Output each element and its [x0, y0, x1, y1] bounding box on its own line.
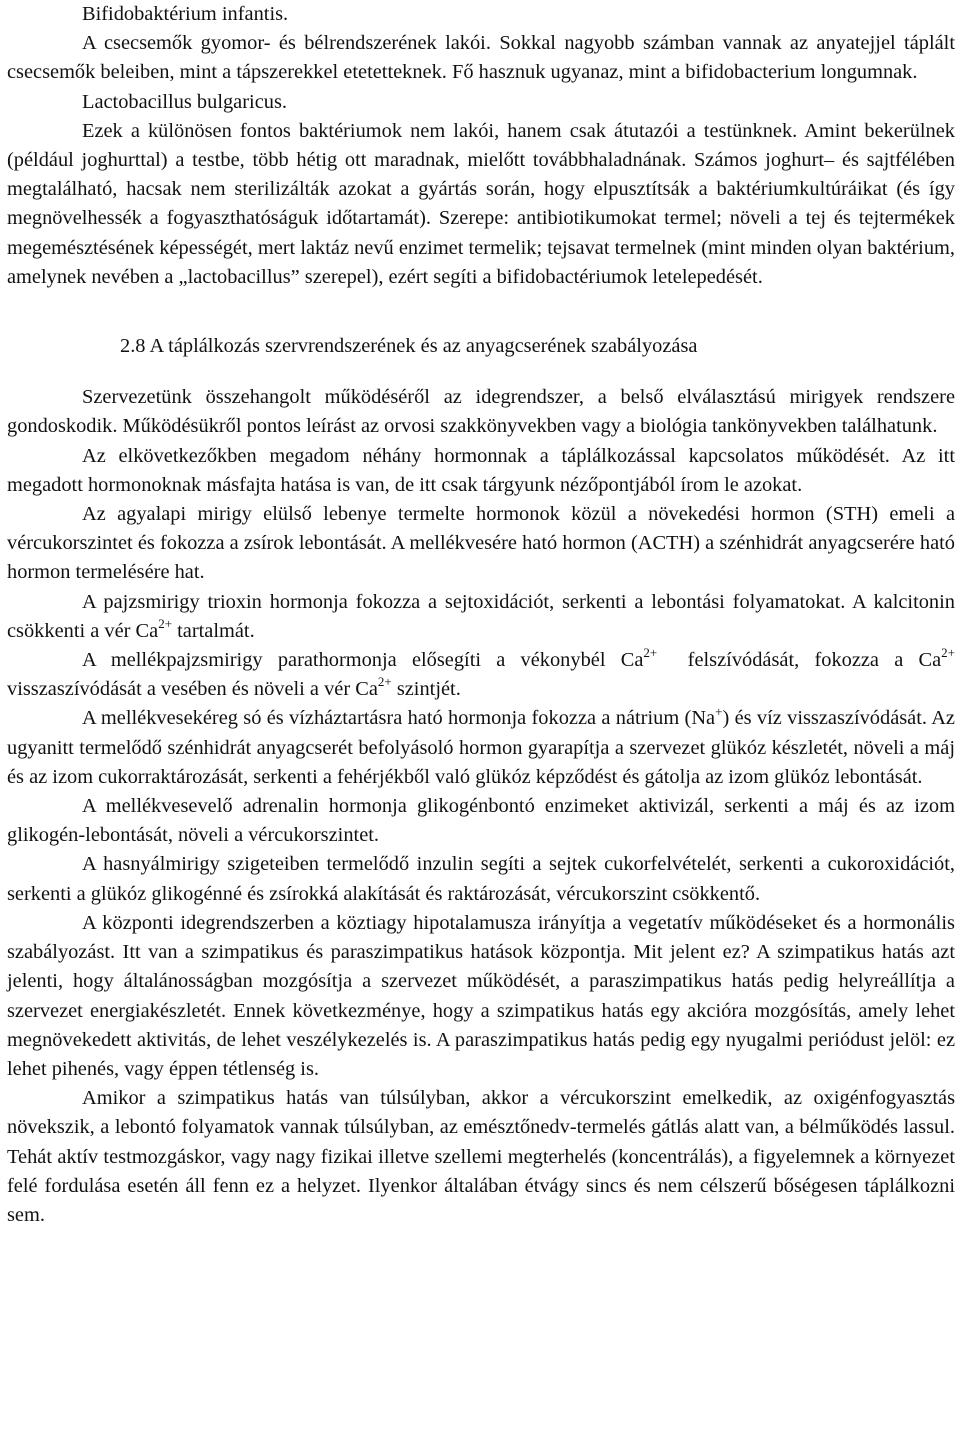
- paragraph-pancreas: A hasnyálmirigy szigeteiben termelődő inzulin segíti a sejtek cukorfelvételét, serkenti a cukoroxidációt, serkenti a glükóz glikogénné és zsírokká alakítását és raktározását, vércukorszint csökkentő.: [7, 853, 955, 905]
- superscript-charge: +: [715, 703, 723, 719]
- paragraph-hormones-intro: Az elkövetkezőkben megadom néhány hormonnak a táplálkozással kapcsolatos működését. Az itt megadott hormonoknak másfajta hatása is van, de itt csak tárgyunk nézőpontjából írom le azokat.: [7, 444, 955, 496]
- thyroid-text-1: A pajzsmirigy trioxin hormonja fokozza a sejtoxidációt, serkenti a lebontási folyamatokat. A kalcitonin csökkenti a vér Ca: [7, 590, 955, 642]
- adrenal-cortex-text-1: A mellékvesekéreg só és vízháztartásra ható hormonja fokozza a nátrium (Na: [82, 707, 716, 730]
- superscript-charge: 2+: [941, 645, 955, 661]
- paragraph-adrenal-cortex: [7, 704, 955, 792]
- parathyroid-text-2: felszívódását, fokozza a Ca: [657, 649, 942, 672]
- document-page: [7, 0, 955, 1230]
- paragraph-pituitary: Az agyalapi mirigy elülső lebenye termelte hormonok közül a növekedési hormon (STH) emeli a vércukorszintet és fokozza a zsírok lebontását. A mellékvesére ható hormon (ACTH) a szénhidrát anyagcserére ható hormon termelésére hat.: [7, 503, 955, 584]
- paragraph-thyroid: [7, 588, 955, 646]
- paragraph-bifidobacterium-infantis-heading: Bifidobaktérium infantis.: [82, 3, 289, 25]
- paragraph-regulation-intro: Szervezetünk összehangolt működéséről az idegrendszer, a belső elválasztású mirigyek rendszere gondoskodik. Működésükről pontos leírást az orvosi szakkönyvekben vagy a biológia tankönyvekben találhatunk.: [7, 386, 955, 438]
- paragraph-lactobacillus-heading: Lactobacillus bulgaricus.: [82, 90, 287, 113]
- paragraph-lactobacillus-body: Ezek a különösen fontos baktériumok nem lakói, hanem csak átutazói a testünknek. Amint bekerülnek (például joghurttal) a testbe, több hétig ott maradnak, mielőtt továbbhaladnának. Számos joghurt– és sajtfélében megtalálható, hacsak nem sterilizálták azokat a gyártás során, hogy elpusztítsák a baktériumkultúráikat (és így megnövelhessék a fogyaszthatóságuk időtartamát). Szerepe: antibiotikumokat termel; növeli a tej és tejtermékek megemésztésének képességét, mert laktáz nevű enzimet termelik; tejsavat termelnek (mint minden olyan baktérium, amelynek nevében a „lactobacillus” szerepel), ezért segíti a bifidobactériumok letelepedését.: [7, 119, 955, 288]
- paragraph-parathyroid: [7, 646, 955, 704]
- section-title: 2.8 A táplálkozás szervrendszerének és az anyagcserének szabályozása: [120, 335, 698, 358]
- superscript-charge: 2+: [158, 616, 173, 632]
- paragraph-sympathetic: Amikor a szimpatikus hatás van túlsúlyban, akkor a vércukorszint emelkedik, az oxigénfogyasztás növekszik, a lebontó folyamatok vannak túlsúlyban, az emésztőnedv-termelés gátlás alatt van, a bélműködés lassul. Tehát aktív testmozgáskor, vagy nagy fizikai illetve szellemi megterhelés (koncentrálás), a figyelemnek a környezet felé fordulása esetén áll fenn ez a helyzet. Ilyenkor általában étvágy sincs és nem célszerű bőségesen táplálkozni sem.: [7, 1087, 955, 1226]
- parathyroid-text-4: szintjét.: [391, 678, 461, 701]
- adrenal-cortex-text-2: ) és víz visszaszívódását. Az ugyanitt termelődő szénhidrát anyagcserét befolyásoló hormon gyarapítja a szervezet glükóz készletét, növeli a máj és az izom cukorraktározását, serkenti a fehérjékből való glükóz képződést és gátolja az izom glükóz lebontását.: [7, 707, 955, 788]
- paragraph-bifidobacterium-infantis-body: A csecsemők gyomor- és bélrendszerének lakói. Sokkal nagyobb számban vannak az anyatejjel táplált csecsemők beleiben, mint a tápszerekkel etetetteknek. Fő hasznuk ugyanaz, mint a bifidobacterium longumnak.: [7, 32, 955, 84]
- thyroid-text-2: tartalmát.: [172, 619, 255, 642]
- superscript-charge: 2+: [643, 645, 658, 661]
- parathyroid-text-1: A mellékpajzsmirigy parathormonja elősegíti a vékonybél Ca: [82, 649, 644, 672]
- superscript-charge: 2+: [377, 674, 392, 690]
- paragraph-adrenal-medulla: A mellékvesevelő adrenalin hormonja glikogénbontó enzimeket aktivizál, serkenti a máj és az izom glikogén-lebontását, növeli a vércukorszintet.: [7, 795, 955, 847]
- paragraph-hypothalamus: A központi idegrendszerben a köztiagy hipotalamusza irányítja a vegetatív működéseket és a hormonális szabályozást. Itt van a szimpatikus és paraszimpatikus hatások központja. Mit jelent ez? A szimpatikus hatás azt jelenti, hogy általánosságban mozgósítja a szervezet működését, a paraszimpatikus hatás pedig helyreállítja a szervezet energiakészletét. Ennek következménye, hogy a szimpatikus hatás egy akcióra mozgósítás, amely lehet megnövekedett aktivitás, de lehet veszélykezelés is. A paraszimpatikus hatás pedig egy nyugalmi periódust jelöl: ez lehet pihenés, vagy éppen tétlenség is.: [7, 911, 955, 1080]
- parathyroid-text-3: visszaszívódását a vesében és növeli a vér Ca: [7, 678, 378, 701]
